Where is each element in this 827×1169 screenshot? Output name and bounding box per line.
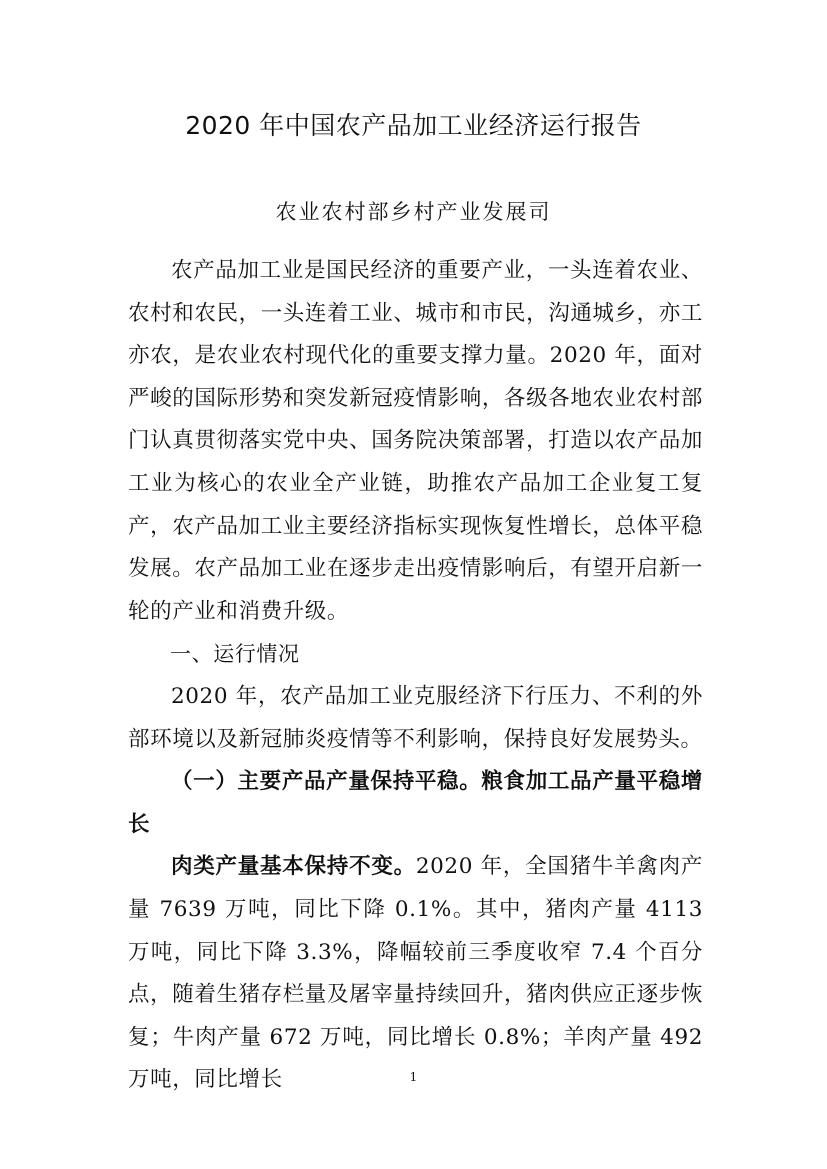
page-title: 2020 年中国农产品加工业经济运行报告	[185, 111, 642, 140]
page-number: 1	[409, 1070, 418, 1084]
section-paragraph: 2020 年，农产品加工业克服经济下行压力、不利的外部环境以及新冠肺炎疫情等不利影响，保持良好发展势头。	[128, 683, 703, 752]
intro-paragraph: 农产品加工业是国民经济的重要产业，一头连着农业、农村和农民，一头连着工业、城市和市民，沟通城乡，亦工亦农，是农业农村现代化的重要支撑力量。2020 年，面对严峻的国际形势和突发新冠疫情影响，各级各地农业农村部门认真贯彻落实党中央、国务院决策部署，打造以农产品加工业为核心的农业全产业链，助推农产品加工企业复工复产，农产品加工业主要经济指标实现恢复性增长，总体平稳发展。农产品加工业在逐步走出疫情影响后，有望开启新一轮的产业和消费升级。	[128, 258, 703, 624]
meat-text: 2020 年，全国猪牛羊禽肉产量 7639 万吨，同比下降 0.1%。其中，猪肉产量 4113 万吨，同比下降 3.3%，降幅较前三季度收窄 7.4 个百分点，随着生猪存栏量及屠宰量持续回升，猪肉供应正逐步恢复；牛肉产量 672 万吨，同比增长 0.8%；羊肉产量 492 万吨，同比增长	[128, 854, 703, 1093]
body-text	[128, 250, 703, 1102]
meat-lead: 肉类产量基本保持不变。	[171, 854, 416, 880]
issuing-department: 农业农村部乡村产业发展司	[275, 200, 552, 224]
subsection-heading: （一）主要产品产量保持平稳。粮食加工品产量平稳增长	[128, 769, 703, 837]
meat-paragraph	[128, 846, 703, 1102]
section-heading: 一、运行情况	[170, 642, 300, 667]
